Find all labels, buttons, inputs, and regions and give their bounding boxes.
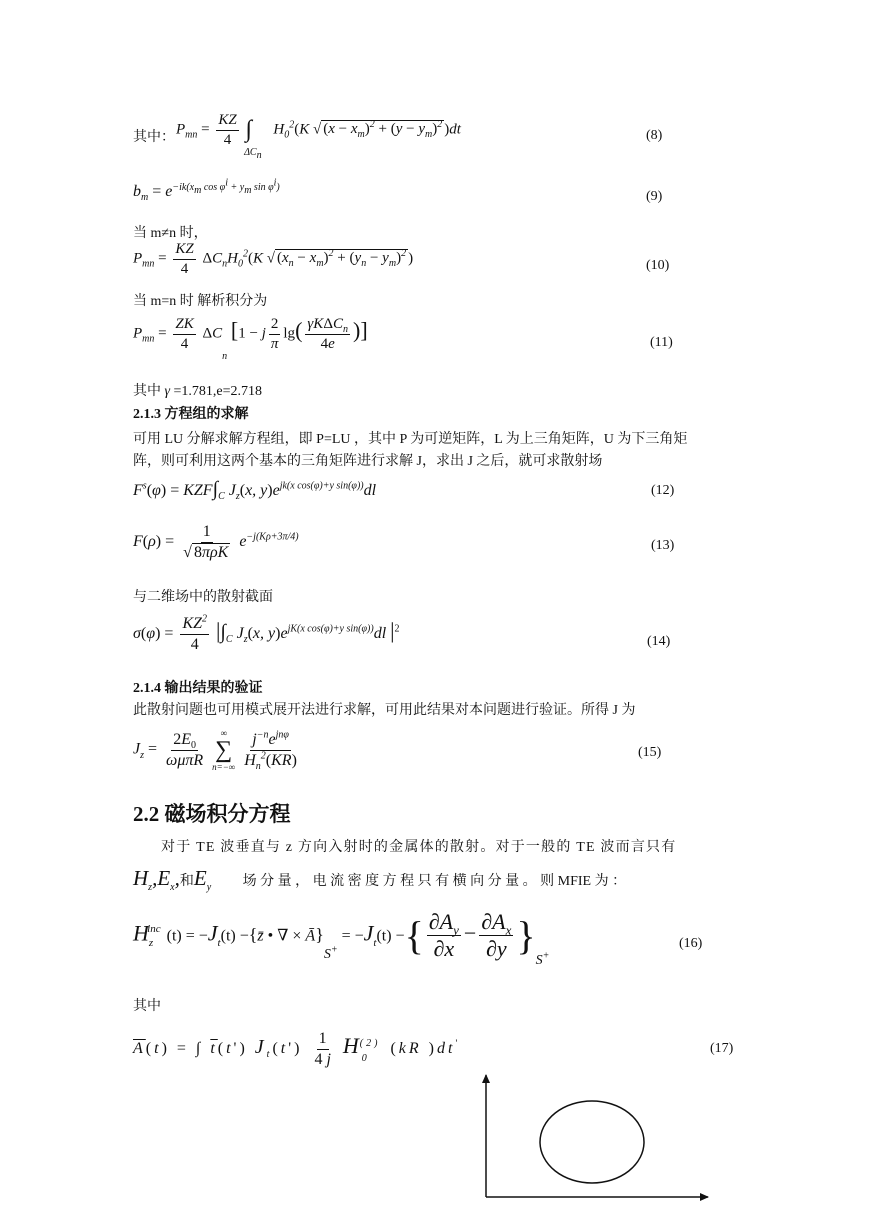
paragraph-qizhong-2: 其中 [133, 999, 161, 1014]
equation-15: $J_z$ = $\frac{2E_0}{\text{ωμπR}}$ ∞ ∑ n=−∞ $\frac{j^{-n}e^{jn\varphi}}{H_n^2(KR)}$ [133, 728, 297, 772]
heading-2-1-4: 2.1.4 输出结果的验证 [133, 681, 263, 696]
heading-2-1-3: 2.1.3 方程组的求解 [133, 407, 249, 422]
equation-8: $P_{mn}$ = $\frac{KZ}{4}$ $\int_{\Delta C_n}$ $H_0^2(K$ √ $(x - x_m)^2 + (y - y_m)^2$ )dt [176, 112, 461, 162]
equation-12: $F^s(\varphi) = KZF\int_C$ $J_z(x$, $y)e^{jk(x cos(\varphi)+y sin(\varphi))}dl$ [133, 478, 377, 503]
equation-14: σ(φ) = $\frac{KZ^2}{4}$ $|\int_C$ $J_z(x$, $y)e^{jK(x cos(\varphi)+y sin(\varphi))}dl$ $|^2$ [133, 613, 400, 653]
equation-number-9: (9) [646, 189, 663, 204]
equation-11: $P_{mn}$ = $\frac{ZK}{4}$ $\Delta C_n$ [1 − j $\frac{2}{\pi}$ lg( $\frac{\gamma K\Delta C_n}{4e}$ )] [133, 316, 368, 363]
equation-number-8: (8) [646, 128, 663, 143]
equation-10: $P_{mn}$ = $\frac{KZ}{4}$ $\Delta C_nH_0^2(K$ √ $(x_n - x_m)^2 + (y_n - y_m)^2$ ) [133, 241, 414, 277]
paragraph-lu-line2: 阵，则可利用这两个基本的三角矩阵进行求解 J，求出 J 之后，就可求散射场 [133, 454, 603, 469]
paragraph-te-line1: 对于 TE 波垂直与 z 方向入射时的金属体的散射。对于一般的 TE 波而言只有 [161, 840, 677, 855]
equation-number-15: (15) [638, 745, 662, 760]
equation-number-10: (10) [646, 258, 670, 273]
paragraph-te-line2: $H_z,E_x$,和$E_y$ 场 分 量 ， 电 流 密 度 方 程 只 有 横 向 分 量 。 则 MFIE 为 ： [133, 866, 627, 894]
label-text: 其中： [133, 130, 175, 145]
equation-17: $\overline{A}(t)$ = ∫ $\overline{t}(t')$ $J_t(t')$ $\frac{1}{4 j}$ $H_0^{(2)}$ (kR )dt' [133, 1030, 461, 1068]
equation-number-17: (17) [710, 1041, 734, 1056]
paragraph-m-eq-n: 当 m=n 时 解析积分为 [133, 294, 268, 309]
paragraph-lu-line1: 可用 LU 分解求解方程组，即 P=LU ，其中 P 为可逆矩阵，L 为上三角矩阵，U 为下三角矩 [133, 432, 688, 447]
equation-13: F(ρ) = $\frac{1}{\text{√ 8πρK}}$ $e^{-j(K\rho+3\pi/4)}$ [133, 523, 299, 561]
paragraph-verify: 此散射问题也可用模式展开法进行求解，可用此结果对本问题进行验证。所得 J 为 [133, 703, 636, 718]
equation-number-12: (12) [651, 483, 675, 498]
paragraph-qizhong-1 [133, 126, 175, 146]
equation-number-16: (16) [679, 936, 703, 951]
paragraph-gamma: 其中 γ =1.781,e=2.718 [133, 384, 263, 399]
equation-number-13: (13) [651, 538, 675, 553]
gamma-value: =1.781,e=2.718 [173, 384, 263, 399]
gamma-label: 其中 [133, 384, 161, 399]
scatterer-ellipse [540, 1101, 644, 1183]
te-tail-text: 场 分 量 ， 电 流 密 度 方 程 只 有 横 向 分 量 。 则 MFIE 为 ： [242, 874, 627, 889]
equation-16: $H_z^{inc}$ $(t) = -J_t(t)$ −{z̄ • ∇ × $Ā\}_{S^+} = -J_t(t)$ −{ $\frac{\partial A_y}{\partial x}$ − $\frac{\partial A_x}{\partial y}$ }$_{S^+}$ [133, 909, 550, 969]
paragraph-m-ne-n: 当 m≠n 时， [133, 226, 208, 241]
scatterer-diagram [470, 1065, 720, 1210]
equation-number-11: (11) [650, 335, 673, 350]
equation-9: $b_m = e^{-ik(x_m cos \varphi^i + y_m sin \varphi^i)}$ [133, 177, 280, 204]
heading-2-2: 2.2 磁场积分方程 [133, 802, 291, 826]
paragraph-cross-section: 与二维场中的散射截面 [133, 590, 273, 605]
equation-number-14: (14) [647, 634, 671, 649]
te-and-text: 和 [179, 874, 194, 889]
